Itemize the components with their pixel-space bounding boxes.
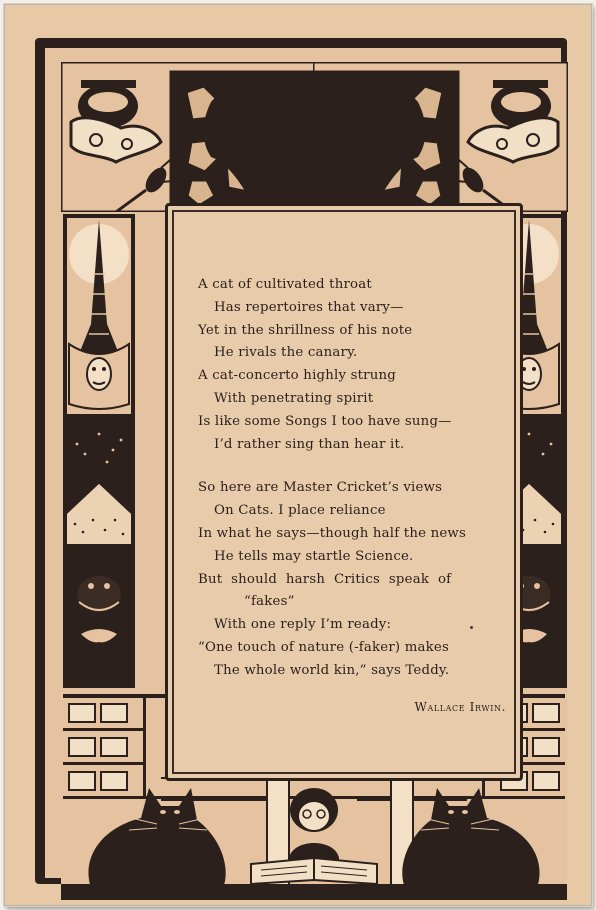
poem-line: Is like some Songs I too have sung— — [198, 413, 452, 429]
poem-panel — [165, 203, 523, 781]
stanza-gap — [198, 456, 498, 477]
poem-line: But should harsh Critics speak of — [198, 571, 452, 587]
stanza-2 — [198, 477, 498, 682]
top-left-bat-decoration — [61, 62, 316, 212]
stanza-1 — [198, 274, 498, 456]
poem-line: A cat of cultivated throat — [198, 277, 372, 292]
poem-line: He rivals the canary. — [214, 345, 358, 361]
poem-line: A cat-concerto highly strung — [198, 368, 396, 384]
poem-line: Has repertoires that vary— — [214, 299, 404, 315]
poem-line: The whole world kin,” says Teddy. — [214, 662, 450, 678]
poem-line: “One touch of nature (-faker) makes — [198, 639, 450, 655]
illustrated-border — [35, 38, 567, 884]
poem-line: So here are Master Cricket’s views — [198, 480, 443, 496]
poem-line: He tells may startle Science. — [214, 548, 414, 564]
poem-line: I’d rather sing than hear it. — [214, 436, 405, 452]
author-signature: Wallace Irwin. — [414, 700, 506, 714]
poem-line: On Cats. I place reliance — [214, 503, 386, 519]
poem — [198, 274, 498, 683]
ink-speck — [470, 626, 473, 629]
poem-line: Yet in the shrillness of his note — [198, 322, 413, 338]
poem-line: “fakes” — [244, 594, 295, 610]
poem-line: With one reply I’m ready: — [214, 617, 392, 633]
poem-line: With penetrating spirit — [214, 390, 374, 406]
poem-line: In what he says—though half the news — [198, 525, 467, 541]
top-right-bat-decoration — [313, 62, 568, 212]
left-witch-column — [63, 214, 135, 694]
border-inner — [43, 46, 563, 880]
page-frame — [4, 4, 592, 906]
